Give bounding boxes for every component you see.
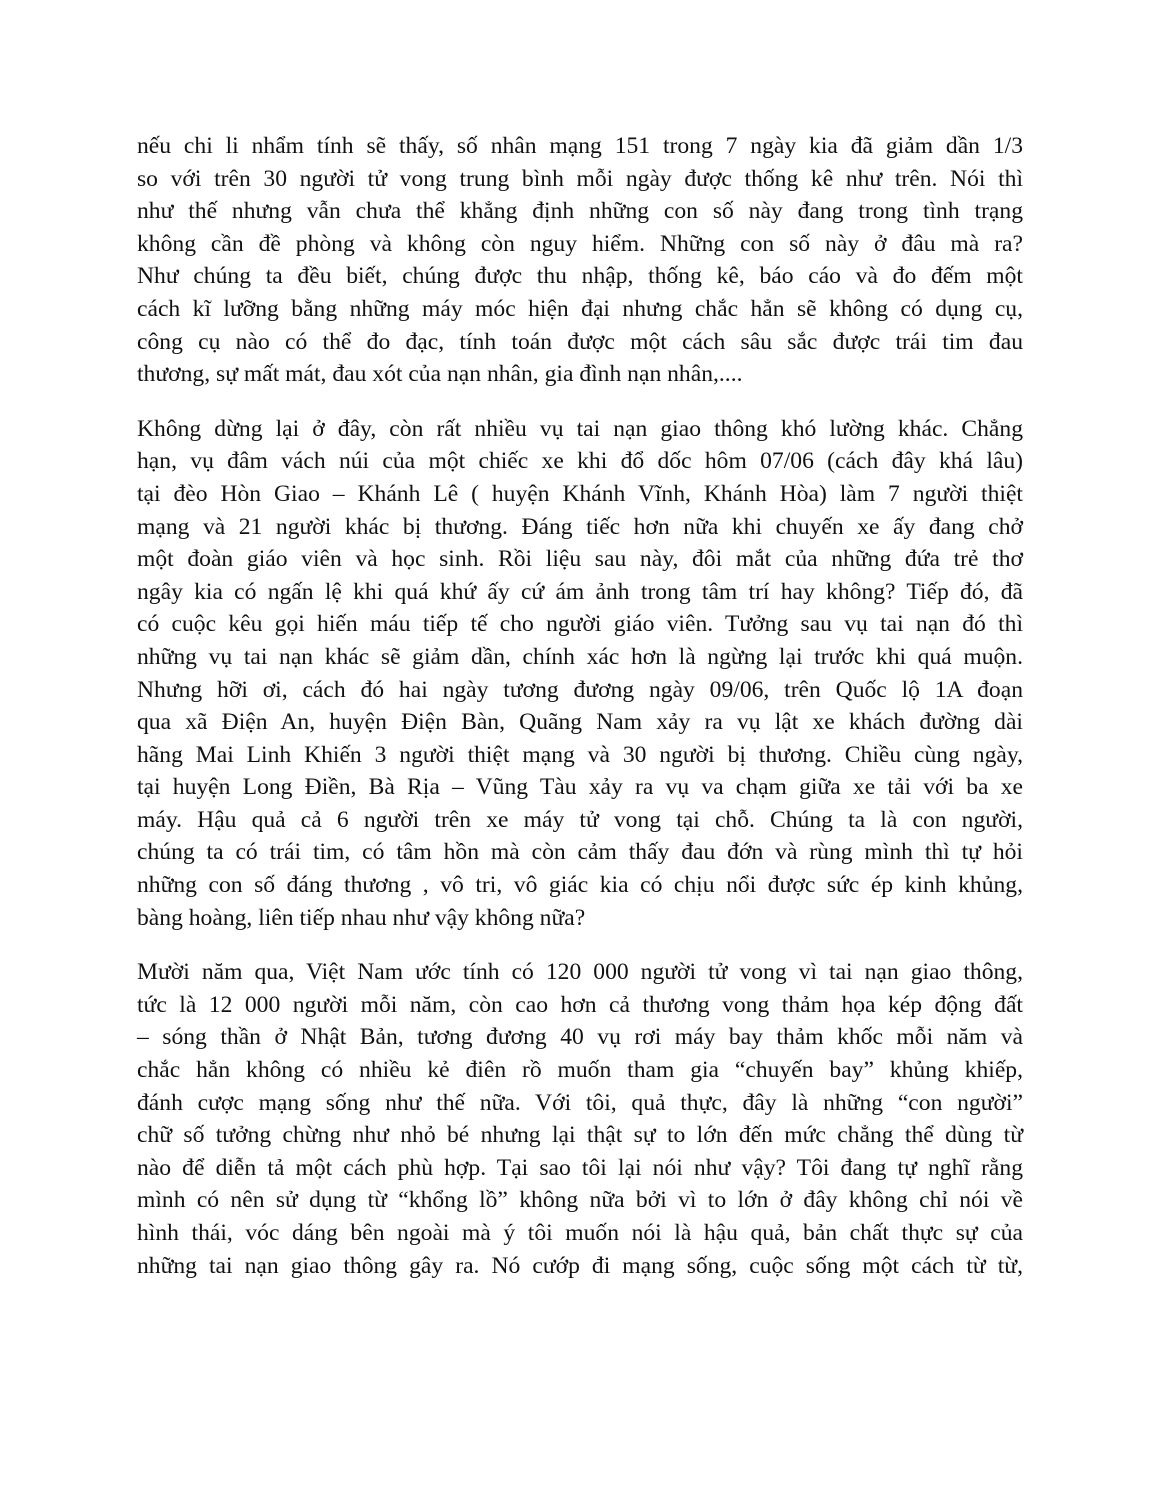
text-line: thương, sự mất mát, đau xót của nạn nhân, gia đình nạn nhân,.... [137, 361, 743, 388]
text-line: Nhưng hỡi ơi, cách đó hai ngày tương đương ngày 09/06, trên Quốc lộ 1A đoạn [137, 676, 1023, 703]
text-line: ngây kia có ngấn lệ khi quá khứ ấy cứ ám ảnh trong tâm trí hay không? Tiếp đó, đã [137, 578, 1023, 605]
text-line: hình thái, vóc dáng bên ngoài mà ý tôi muốn nói là hậu quả, bản chất thực sự của [137, 1220, 1023, 1246]
text-line: tại huyện Long Điền, Bà Rịa – Vũng Tàu xảy ra vụ va chạm giữa xe tải với ba xe [137, 774, 1023, 801]
text-line: đánh cược mạng sống như thế nữa. Với tôi, quả thực, đây là những “con người” [137, 1089, 1023, 1116]
text-line: tức là 12 000 người mỗi năm, còn cao hơn cả thương vong thảm họa kép động đất [137, 991, 1023, 1018]
text-line: hạn, vụ đâm vách núi của một chiếc xe khi đổ dốc hôm 07/06 (cách đây khá lâu) [137, 448, 1023, 475]
text-line: tại đèo Hòn Giao – Khánh Lê ( huyện Khánh Vĩnh, Khánh Hòa) làm 7 người thiệt [137, 480, 1023, 507]
text-line: qua xã Điện An, huyện Điện Bàn, Quãng Nam xảy ra vụ lật xe khách đường dài [137, 709, 1023, 736]
text-line: Không dừng lại ở đây, còn rất nhiều vụ tai nạn giao thông khó lường khác. Chẳng [137, 415, 1023, 442]
text-line: công cụ nào có thể đo đạc, tính toán được một cách sâu sắc được trái tim đau [137, 328, 1023, 355]
text-line: một đoàn giáo viên và học sinh. Rồi liệu sau này, đôi mắt của những đứa trẻ thơ [137, 546, 1023, 573]
text-line: như thế nhưng vẫn chưa thể khẳng định những con số này đang trong tình trạng [137, 198, 1023, 225]
text-line: những con số đáng thương , vô tri, vô giác kia có chịu nổi được sức ép kinh khủng, [137, 872, 1023, 899]
text-line: có cuộc kêu gọi hiến máu tiếp tế cho người giáo viên. Tưởng sau vụ tai nạn đó thì [137, 611, 1023, 638]
text-line: chắc hẳn không có nhiều kẻ điên rồ muốn tham gia “chuyến bay” khủng khiếp, [137, 1057, 1023, 1084]
paragraph-1 [137, 130, 1023, 391]
text-line: bàng hoàng, liên tiếp nhau như vậy không nữa? [137, 904, 586, 931]
text-line: mạng và 21 người khác bị thương. Đáng tiếc hơn nữa khi chuyến xe ấy đang chở [137, 513, 1023, 540]
text-line: cách kĩ lưỡng bằng những máy móc hiện đại nhưng chắc hẳn sẽ không có dụng cụ, [137, 295, 1023, 322]
text-line: những vụ tai nạn khác sẽ giảm dần, chính xác hơn là ngừng lại trước khi quá muộn. [137, 643, 1023, 670]
text-line: chúng ta có trái tim, có tâm hồn mà còn cảm thấy đau đớn và rùng mình thì tự hỏi [137, 839, 1023, 866]
text-line: những tai nạn giao thông gây ra. Nó cướp đi mạng sống, cuộc sống một cách từ từ, [137, 1252, 1023, 1279]
body-text [137, 130, 1023, 1304]
paragraph-3 [137, 956, 1023, 1282]
text-line: chữ số tưởng chừng như nhỏ bé nhưng lại thật sự to lớn đến mức chẳng thể dùng từ [137, 1122, 1023, 1149]
text-line: mình có nên sử dụng từ “khổng lồ” không nữa bởi vì to lớn ở đây không chỉ nói về [137, 1187, 1023, 1214]
text-line: hãng Mai Linh Khiến 3 người thiệt mạng và 30 người bị thương. Chiều cùng ngày, [137, 741, 1023, 768]
text-line: nếu chi li nhẩm tính sẽ thấy, số nhân mạng 151 trong 7 ngày kia đã giảm dần 1/3 [137, 133, 1023, 159]
text-line: Như chúng ta đều biết, chúng được thu nhập, thống kê, báo cáo và đo đếm một [137, 263, 1023, 290]
text-line: so với trên 30 người tử vong trung bình mỗi ngày được thống kê như trên. Nói thì [137, 165, 1023, 192]
text-line: nào để diễn tả một cách phù hợp. Tại sao tôi lại nói như vậy? Tôi đang tự nghĩ rằng [137, 1154, 1023, 1181]
text-line: máy. Hậu quả cả 6 người trên xe máy tử vong tại chỗ. Chúng ta là con người, [137, 806, 1023, 833]
text-line: không cần đề phòng và không còn nguy hiểm. Những con số này ở đâu mà ra? [137, 230, 1023, 257]
text-line: Mười năm qua, Việt Nam ước tính có 120 000 người tử vong vì tai nạn giao thông, [137, 959, 1023, 986]
paragraph-2 [137, 413, 1023, 935]
text-line: – sóng thần ở Nhật Bản, tương đương 40 vụ rơi máy bay thảm khốc mỗi năm và [137, 1024, 1023, 1051]
